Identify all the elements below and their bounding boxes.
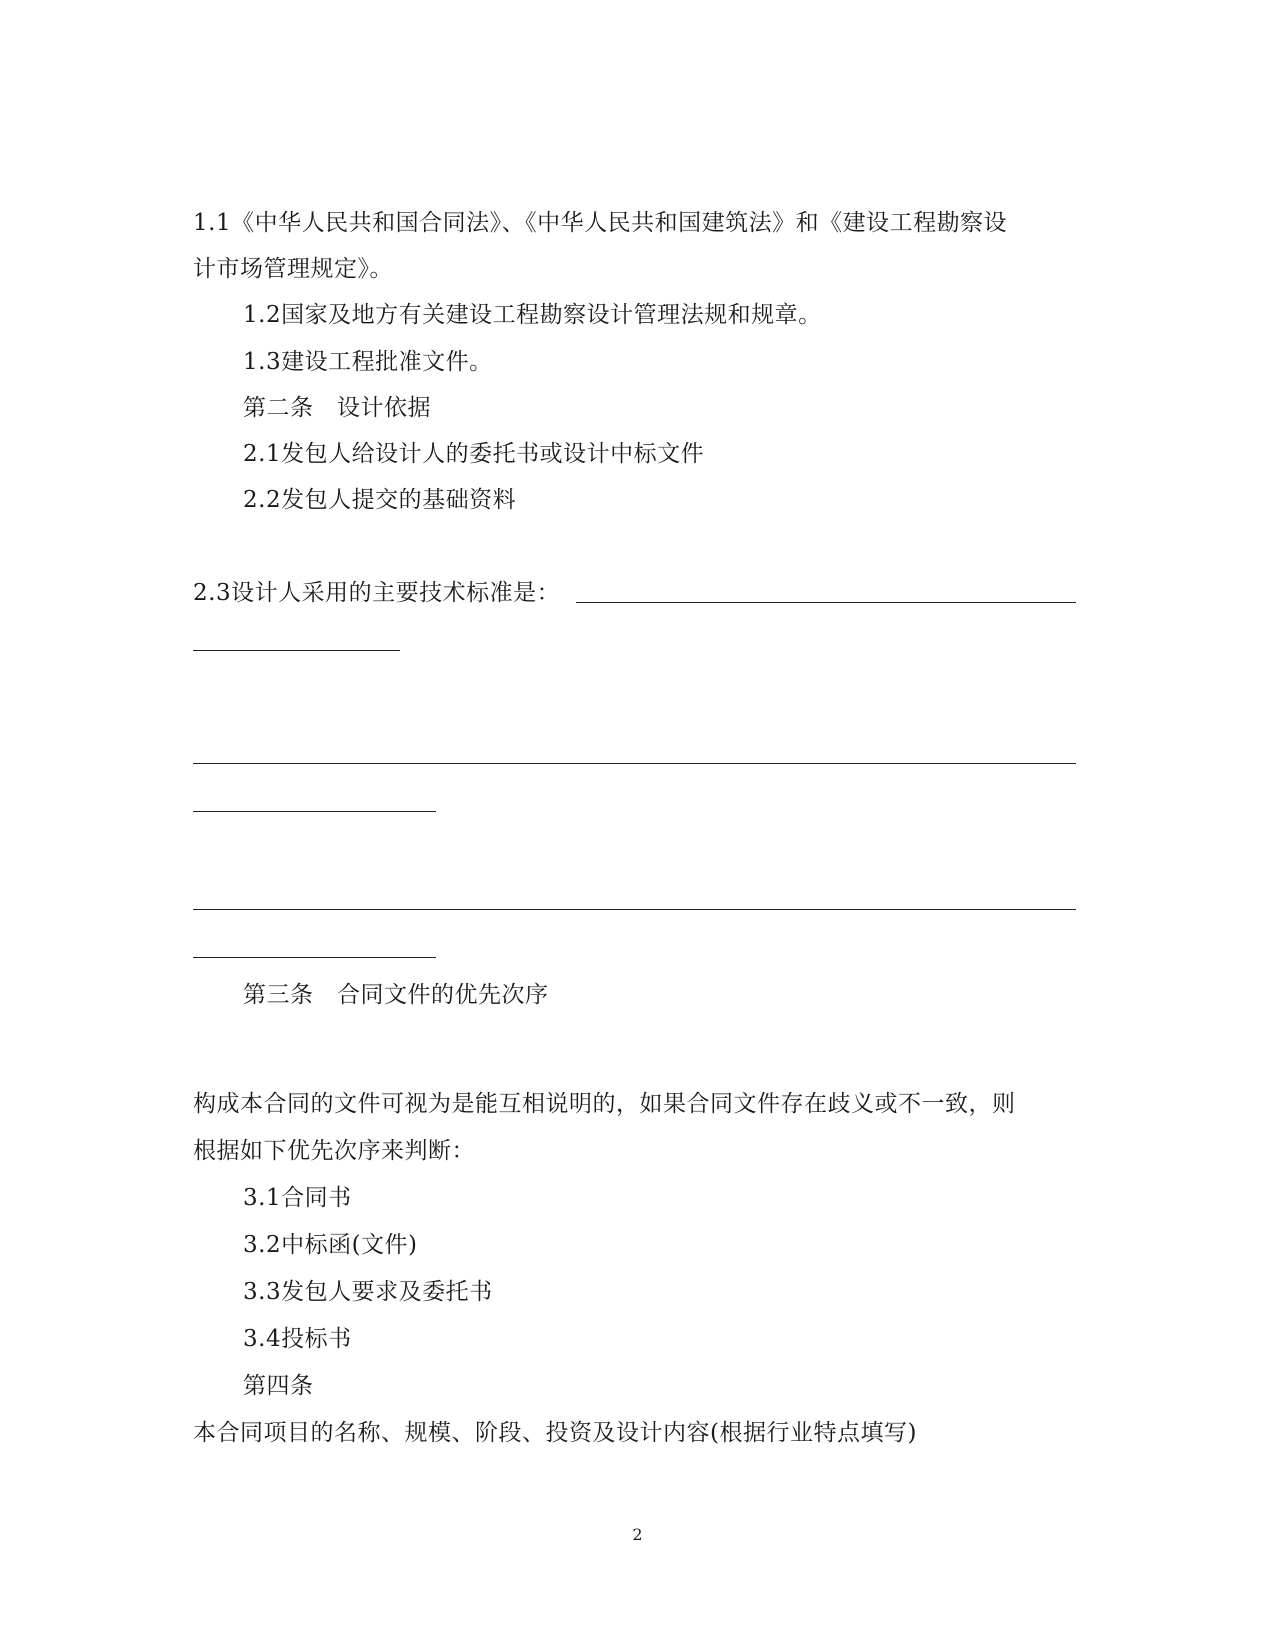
clause-1-3: 1.3建设工程批准文件。 bbox=[243, 349, 493, 375]
clause-3-2: 3.2中标函(文件) bbox=[243, 1232, 418, 1258]
article-3-intro-line-1: 构成本合同的文件可视为是能互相说明的，如果合同文件存在歧义或不一致，则 bbox=[193, 1091, 1016, 1117]
article-3-intro-line-2: 根据如下优先次序来判断： bbox=[193, 1138, 475, 1164]
clause-1-1-line-2: 计市场管理规定》。 bbox=[193, 256, 393, 282]
fill-in-blank-line bbox=[193, 957, 436, 958]
fill-in-blank-line bbox=[576, 602, 1076, 603]
clause-3-1: 3.1合同书 bbox=[243, 1185, 352, 1211]
clause-2-3: 2.3设计人采用的主要技术标准是： bbox=[193, 580, 561, 606]
article-3-heading: 第三条 合同文件的优先次序 bbox=[243, 982, 549, 1008]
clause-1-2: 1.2国家及地方有关建设工程勘察设计管理法规和规章。 bbox=[243, 302, 822, 328]
clause-1-1-line-1: 1.1《中华人民共和国合同法》、《中华人民共和国建筑法》和《建设工程勘察设 bbox=[193, 210, 1008, 236]
clause-3-3: 3.3发包人要求及委托书 bbox=[243, 1279, 493, 1305]
article-4-heading: 第四条 bbox=[243, 1373, 314, 1399]
clause-2-2: 2.2发包人提交的基础资料 bbox=[243, 487, 517, 513]
clause-2-1: 2.1发包人给设计人的委托书或设计中标文件 bbox=[243, 441, 705, 467]
fill-in-blank-line bbox=[193, 763, 1076, 764]
page-number: 2 bbox=[632, 1525, 643, 1544]
clause-3-4: 3.4投标书 bbox=[243, 1326, 352, 1352]
fill-in-blank-line bbox=[193, 650, 400, 651]
fill-in-blank-line bbox=[193, 909, 1076, 910]
fill-in-blank-line bbox=[193, 811, 436, 812]
article-2-heading: 第二条 设计依据 bbox=[243, 395, 431, 421]
article-4-intro: 本合同项目的名称、规模、阶段、投资及设计内容(根据行业特点填写) bbox=[193, 1420, 917, 1446]
